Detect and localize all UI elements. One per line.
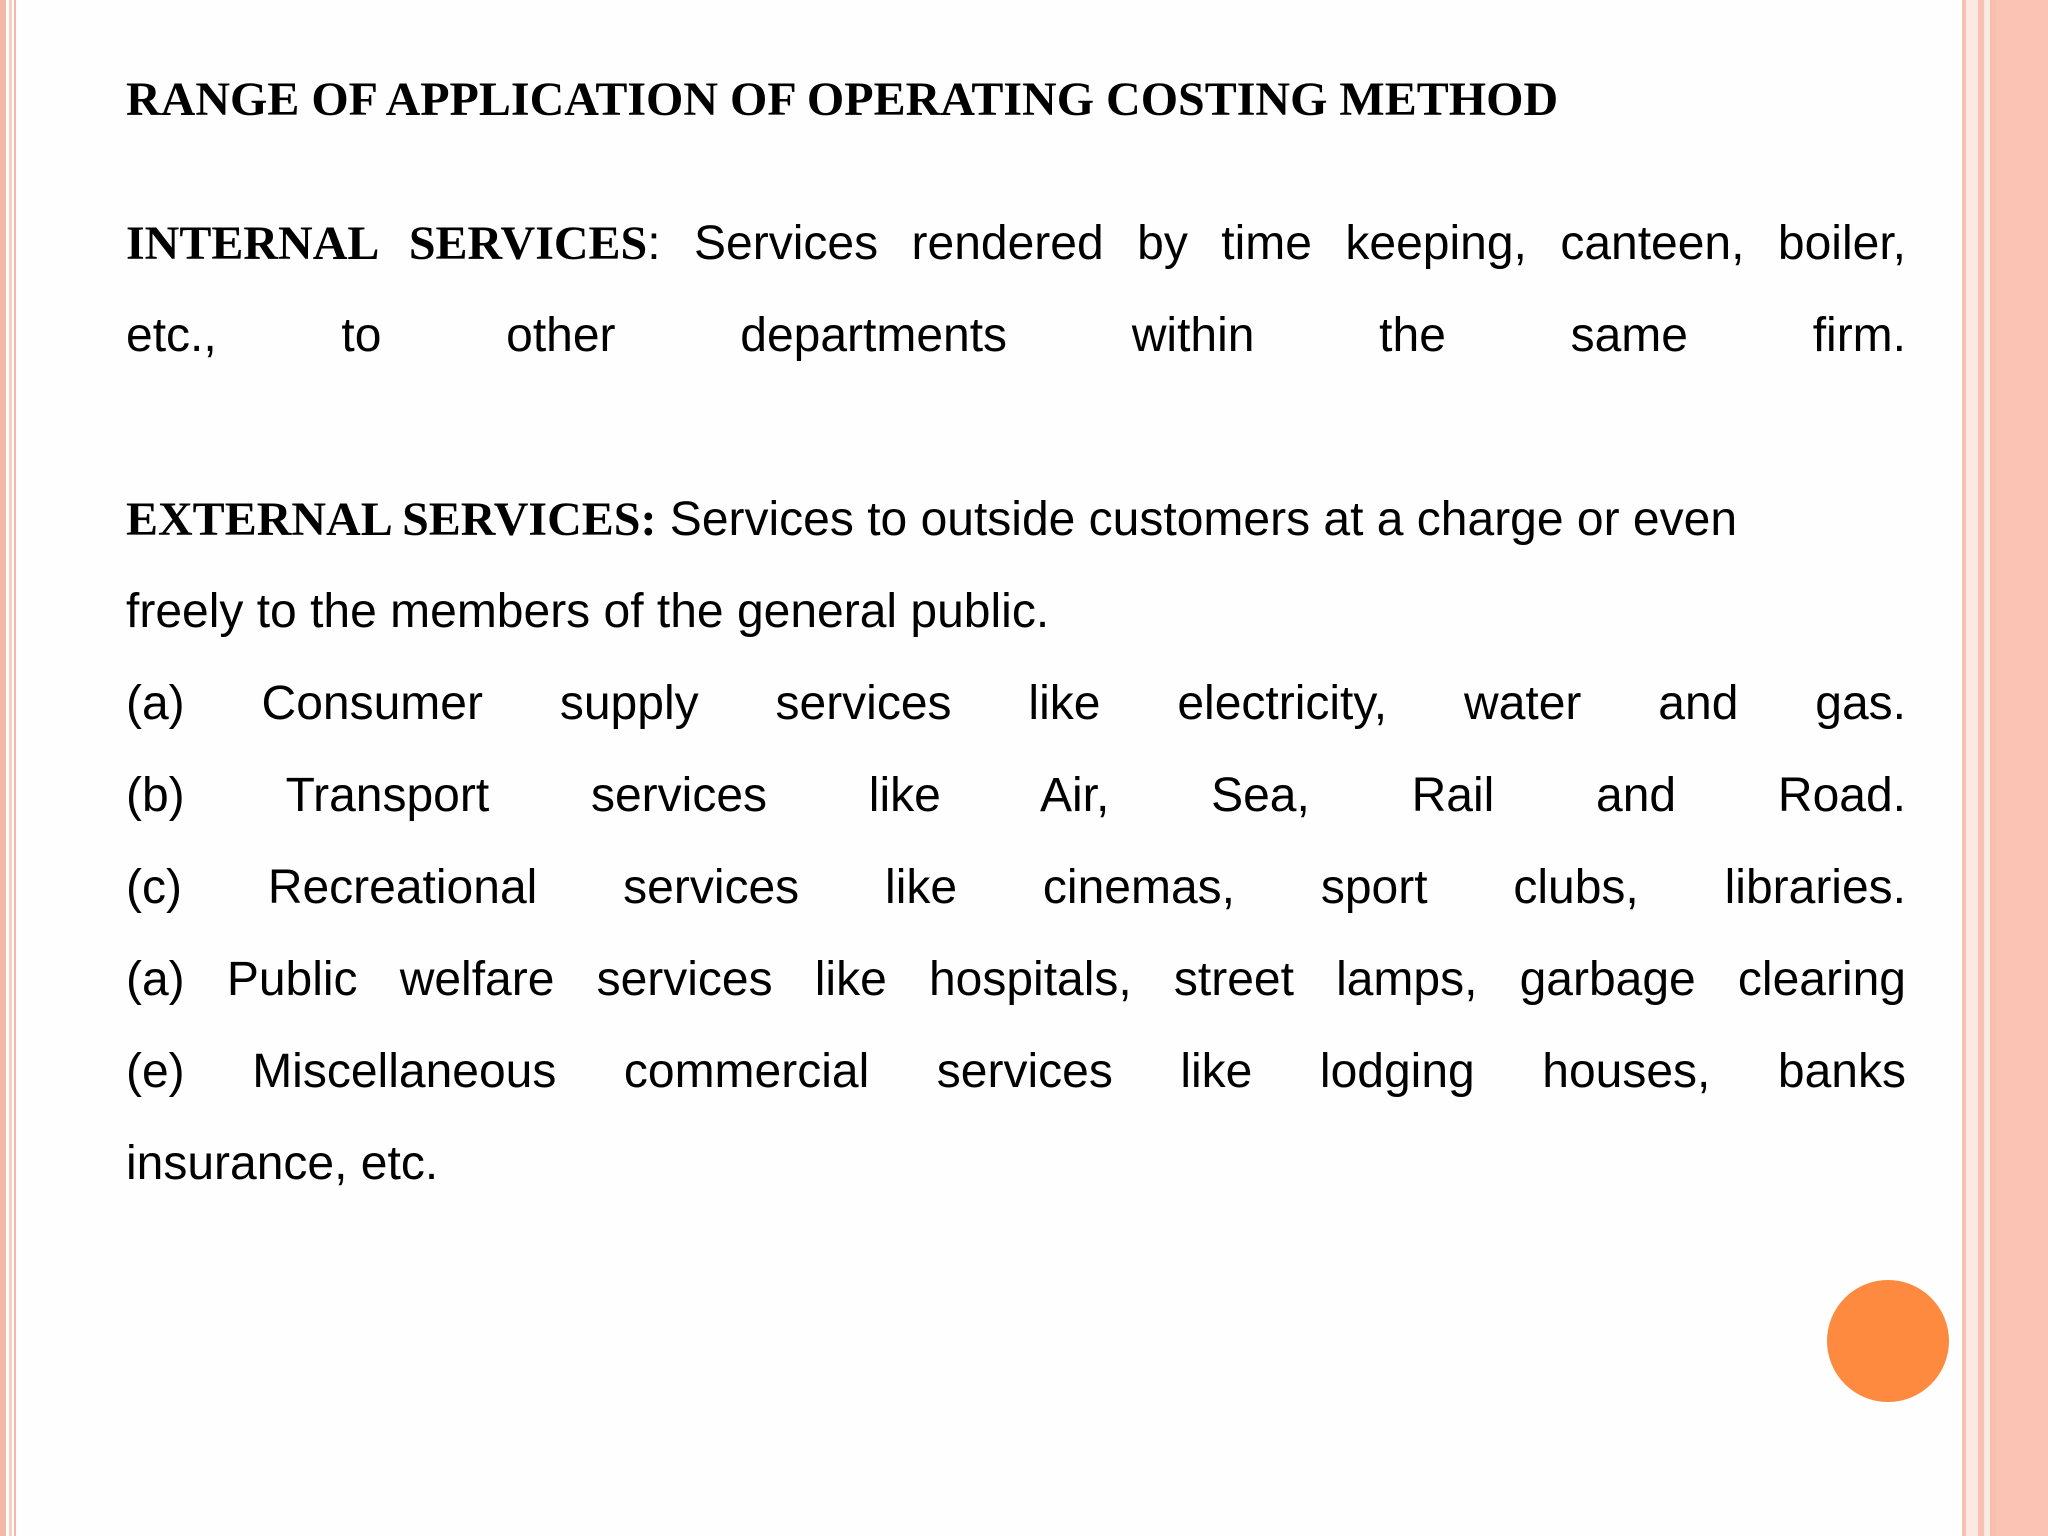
right-border-stripe (1966, 0, 1978, 1536)
decorative-circle (1827, 1280, 1949, 1402)
external-services-label: EXTERNAL SERVICES: (126, 493, 657, 546)
internal-services-line-2: etc., to other departments within the same firm. (126, 309, 1906, 362)
internal-services-line-1 (126, 198, 1906, 290)
internal-services-separator: : (647, 217, 661, 270)
left-border-stripe (14, 0, 16, 1536)
slide-title: RANGE OF APPLICATION OF OPERATING COSTING METHOD (126, 73, 1559, 126)
list-item: (e) Miscellaneous commercial services like lodging houses, banks (126, 1045, 1906, 1098)
external-services-line-1 (126, 474, 1906, 566)
list-item: (b) Transport services like Air, Sea, Rail and Road. (126, 769, 1906, 822)
left-border-stripe (9, 0, 12, 1536)
list-item-continuation: insurance, etc. (126, 1137, 439, 1190)
external-services-line-2: freely to the members of the general public. (126, 585, 1050, 638)
internal-services-section (126, 198, 1906, 382)
right-border-panel (1996, 0, 2048, 1536)
internal-services-text-1: Services rendered by time keeping, canteen, boiler, (660, 217, 1906, 270)
slide-content (126, 60, 1906, 1210)
external-services-text-1: Services to outside customers at a charge or even (656, 493, 1738, 546)
list-item: (a) Public welfare services like hospitals, street lamps, garbage clearing (126, 953, 1906, 1006)
internal-services-label: INTERNAL SERVICES (126, 217, 648, 270)
list-item: (a) Consumer supply services like electricity, water and gas. (126, 677, 1906, 730)
left-border-stripe (0, 0, 6, 1536)
external-services-section (126, 474, 1906, 1210)
list-item: (c) Recreational services like cinemas, sport clubs, libraries. (126, 861, 1906, 914)
